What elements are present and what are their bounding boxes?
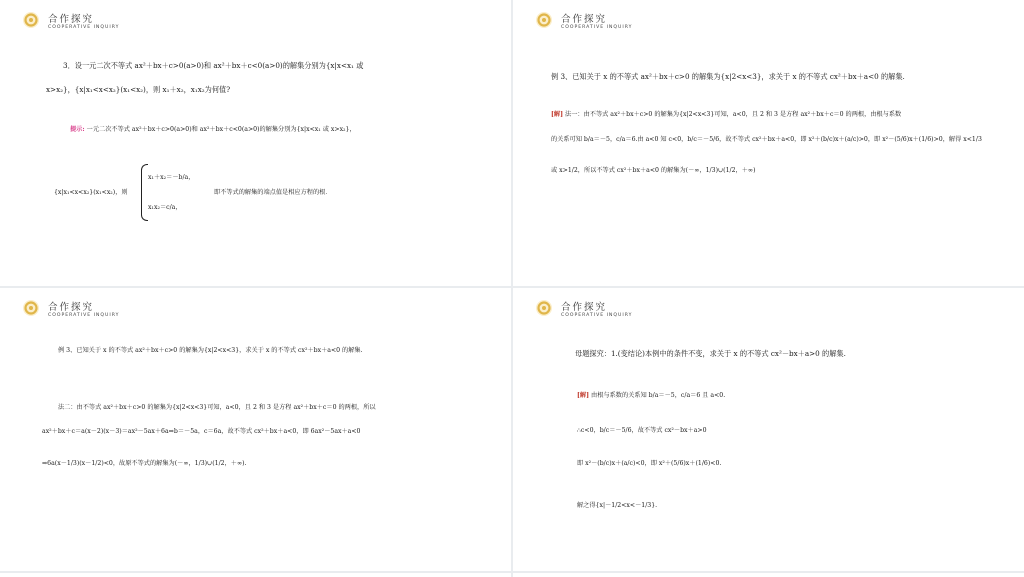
set-text: {x|x₁<x<x₂}(x₁<x₂)，则 [54,189,128,196]
method2-line-1: 法二：由不等式 ax²＋bx＋c>0 的解集为{x|2<x<3}可知，a<0，且 2 和 3 是方程 ax²＋bx＋c＝0 的两根，所以 [58,404,376,411]
question-line-2: x>x₂}，{x|x₁<x<x₂}(x₁<x₂)，则 x₁＋x₂，x₁x₂为何值? [46,85,231,94]
header-title: 合作探究 [561,302,608,313]
hint-text: 一元二次不等式 ax²＋bx＋c>0(a>0)和 ax²＋bx＋c<0(a>0)的解集分别为{x|x<x₁ 或 x>x₂}， [86,126,356,133]
logo-icon [535,299,553,317]
solution-label: [解] [551,111,564,118]
solution-line-3: 即 x²－(b/c)x＋(a/c)<0，即 x²＋(5/6)x＋(1/6)<0. [577,460,722,467]
logo-icon [535,11,553,29]
header-subtitle: COOPERATIVE INQUIRY [561,25,633,30]
solution-label: [解] [577,392,590,399]
slide-3[interactable] [0,288,511,571]
variant-title: 母题探究：1.(变结论)本例中的条件不变，求关于 x 的不等式 cx²－bx＋a>0 的解集. [575,349,846,358]
system-brace [141,164,148,221]
method2-line-2: ax²＋bx＋c＝a(x－2)(x－3)＝ax²－5ax＋6a⇒b＝－5a，c＝6a，故不等式 cx²＋bx＋a<0，即 6ax²－5ax＋a<0 [42,428,361,435]
example-title: 例 3、已知关于 x 的不等式 ax²＋bx＋c>0 的解集为{x|2<x<3}，求关于 x 的不等式 cx²＋bx＋a<0 的解集. [58,347,363,354]
hint-label: 提示: [70,126,85,133]
header-subtitle: COOPERATIVE INQUIRY [48,313,120,318]
question-line-1: 3．设一元二次不等式 ax²＋bx＋c>0(a>0)和 ax²＋bx＋c<0(a>0)的解集分别为{x|x<x₁ 或 [63,61,364,70]
example-title: 例 3、已知关于 x 的不等式 ax²＋bx＋c>0 的解集为{x|2<x<3}，求关于 x 的不等式 cx²＋bx＋a<0 的解集. [551,72,905,81]
logo-icon [22,299,40,317]
header-subtitle: COOPERATIVE INQUIRY [561,313,633,318]
slide-2[interactable] [513,0,1024,286]
logo-icon [22,11,40,29]
solution-line-1: 由根与系数的关系知 b/a＝－5，c/a＝6 且 a<0. [591,392,726,399]
next-slide-edge-left [0,573,511,577]
slide-4[interactable] [513,288,1024,571]
header-title: 合作探究 [48,14,95,25]
system-line-1: x₁＋x₂＝－b/a， [148,174,195,181]
system-line-2: x₁x₂＝c/a， [148,204,182,211]
slide-1[interactable] [0,0,511,286]
header-subtitle: COOPERATIVE INQUIRY [48,25,120,30]
endpoint-note: 即不等式的解集的端点值是相应方程的根． [214,189,332,196]
solution-line-3: 或 x>1/2，所以不等式 cx²＋bx＋a<0 的解集为(－∞，1/3)∪(1/2，＋∞) [551,167,756,174]
next-slide-edge-right [513,573,1024,577]
solution-line-1: 法一：由不等式 ax²＋bx＋c>0 的解集为{x|2<x<3}可知，a<0，且 2 和 3 是方程 ax²＋bx＋c＝0 的两根，由根与系数 [565,111,902,118]
solution-line-2: 的关系可知 b/a＝－5，c/a＝6.由 a<0 知 c<0，b/c＝－5/6，故不等式 cx²＋bx＋a<0，即 x²＋(b/c)x＋(a/c)>0，即 x²－(5/6)x＋(1/6)>0，解得 x<1/3 [551,136,982,143]
header-title: 合作探究 [561,14,608,25]
method2-line-3: ⇒6a(x－1/3)(x－1/2)<0，故原不等式的解集为(－∞，1/3)∪(1/2，＋∞). [42,460,247,467]
solution-line-4: 解之得{x|－1/2<x<－1/3}. [577,502,658,509]
header-title: 合作探究 [48,302,95,313]
solution-line-2: ∴c<0，b/c＝－5/6，故不等式 cx²－bx＋a>0 [577,427,707,434]
